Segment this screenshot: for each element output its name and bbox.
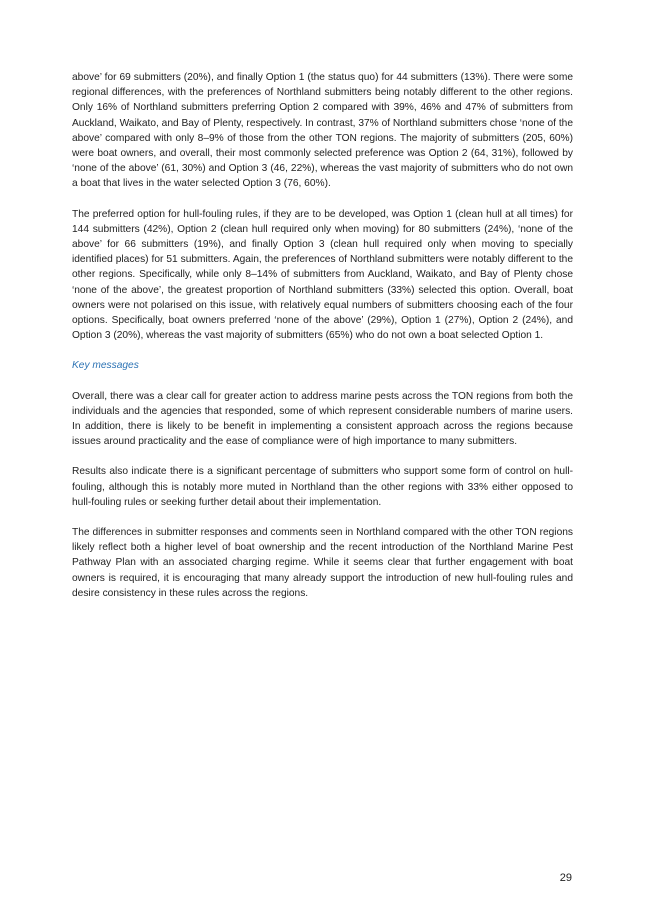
paragraph-boat-ownership-preferences: above’ for 69 submitters (20%), and finally Option 1 (the status quo) for 44 submitters (13%). There were some regional differences, with the preferences of Northland submitters being notably different to the other regions. Only 16% of Northland submitters preferring Option 2 compared with 39%, 46% and 47% of submitters from Auckland, Waikato, and Bay of Plenty, respectively. In contrast, 37% of Northland submitters chose ‘none of the above’ compared with only 8–9% of those from the other TON regions. The majority of submitters (205, 60%) were boat owners, and overall, their most commonly selected preference was Option 2 (64, 31%), followed by ‘none of the above’ (61, 30%) and Option 3 (46, 22%), whereas the vast majority of submitters who do not own a boat that lives in the water selected Option 3 (76, 60%). xyxy=(72,72,573,190)
page-number: 29 xyxy=(559,872,572,884)
document-page xyxy=(72,70,573,616)
paragraph-key-message-3: The differences in submitter responses and comments seen in Northland compared with the other TON regions likely reflect both a higher level of boat ownership and the recent introduction of the Northland Marine Pest Pathway Plan with an associated charging regime. While it seems clear that further engagement with boat owners is required, it is encouraging that many already support the introduction of new hull-fouling rules and desire consistency in these rules across the regions. xyxy=(72,527,573,599)
paragraph-hull-fouling-rules: The preferred option for hull-fouling rules, if they are to be developed, was Option 1 (clean hull at all times) for 144 submitters (42%), Option 2 (clean hull required only when moving) for 80 submitters (24%), ‘none of the above’ for 66 submitters (19%), and finally Option 3 (clean hull required only when moving to specially identified places) for 51 submitters. Again, the preferences of Northland submitters were notably different to the other regions. Specifically, while only 8–14% of submitters from Auckland, Waikato, and Bay of Plenty chose ‘none of the above’, the greatest proportion of Northland submitters (33%) selected this option. Overall, boat owners were not polarised on this issue, with relatively equal numbers of submitters choosing each of the four options. Specifically, boat owners preferred ‘none of the above’ (29%), Option 1 (27%), Option 2 (24%), and Option 3 (20%), whereas the vast majority of submitters (65%) who do not own a boat selected Option 1. xyxy=(72,208,573,342)
section-heading-key-messages: Key messages xyxy=(72,360,139,372)
paragraph-key-message-1: Overall, there was a clear call for greater action to address marine pests across the TON regions from both the individuals and the agencies that responded, some of which represent considerable numbers of marine users. In addition, there is likely to be benefit in implementing a consistent approach across the regions because issues around practicality and the ease of compliance were of high importance to many submitters. xyxy=(72,390,573,448)
paragraph-key-message-2: Results also indicate there is a significant percentage of submitters who support some form of control on hull-fouling, although this is notably more muted in Northland than the other regions with 33% either opposed to hull-fouling rules or seeking further detail about their implementation. xyxy=(72,466,573,508)
